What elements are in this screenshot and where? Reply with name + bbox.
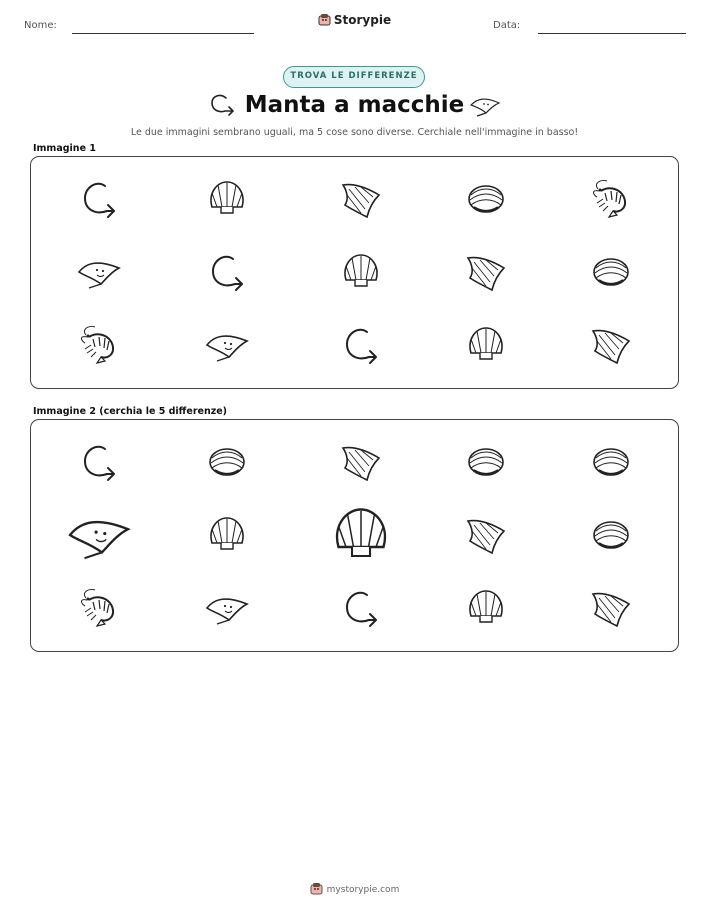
image1-clam-shell-icon[interactable] [469,186,503,212]
image2-scallop-shell-icon[interactable] [337,510,385,557]
image1-fish-hook-icon[interactable] [213,257,242,290]
image2-label: Immagine 2 (cerchia le 5 differenze) [33,406,228,417]
image1-ray-fin-icon[interactable] [468,258,504,290]
image2-shrimp-icon[interactable] [82,589,114,626]
image1-manta-ray-icon[interactable] [207,336,247,361]
image1-panel[interactable] [30,156,679,389]
image1-scallop-shell-icon[interactable] [211,182,243,213]
image2-ray-fin-icon[interactable] [593,594,629,626]
image2-clam-shell-icon[interactable] [594,522,628,548]
brand-logo [0,13,709,27]
image2-manta-ray-icon[interactable] [207,599,247,624]
image1-label: Immagine 1 [33,143,96,154]
manta-ray-icon [468,95,502,117]
image1-clam-shell-icon[interactable] [594,259,628,285]
date-field[interactable] [538,33,686,34]
image2-clam-shell-icon[interactable] [594,449,628,475]
image1-fish-hook-icon[interactable] [85,184,114,217]
name-label: Nome: [24,20,57,31]
image1-ray-fin-icon[interactable] [343,185,379,217]
image2-scallop-shell-icon[interactable] [211,518,243,549]
image2-ray-fin-icon[interactable] [468,521,504,553]
image2-panel[interactable] [30,419,679,652]
image2-manta-ray-icon[interactable] [70,522,128,558]
image1-shrimp-icon[interactable] [82,326,114,363]
image2-clam-shell-icon[interactable] [469,449,503,475]
image2-grid [31,420,677,650]
image2-clam-shell-icon[interactable] [210,449,244,475]
date-label: Data: [493,20,521,31]
image2-scallop-shell-icon[interactable] [470,591,502,622]
image2-fish-hook-icon[interactable] [85,447,114,480]
image1-manta-ray-icon[interactable] [79,263,119,288]
image2-ray-fin-icon[interactable] [343,448,379,480]
storypie-logo-icon [318,13,331,26]
image1-shrimp-icon[interactable] [594,180,626,217]
page-title: Manta a macchie [244,92,465,118]
image1-grid [31,157,677,387]
footer [0,882,709,895]
image1-scallop-shell-icon[interactable] [345,255,377,286]
instructions: Le due immagini sembrano uguali, ma 5 cose sono diverse. Cerchiale nell'immagine in basso! [130,127,579,138]
image1-fish-hook-icon[interactable] [347,330,376,363]
image1-ray-fin-icon[interactable] [593,331,629,363]
name-field[interactable] [72,33,254,34]
brand-name: Storypie [333,13,392,27]
image2-fish-hook-icon[interactable] [347,593,376,626]
storypie-footer-icon [310,882,323,895]
image1-scallop-shell-icon[interactable] [470,328,502,359]
footer-url: mystorypie.com [326,885,400,895]
activity-badge: TROVA LE DIFFERENZE [283,66,425,88]
